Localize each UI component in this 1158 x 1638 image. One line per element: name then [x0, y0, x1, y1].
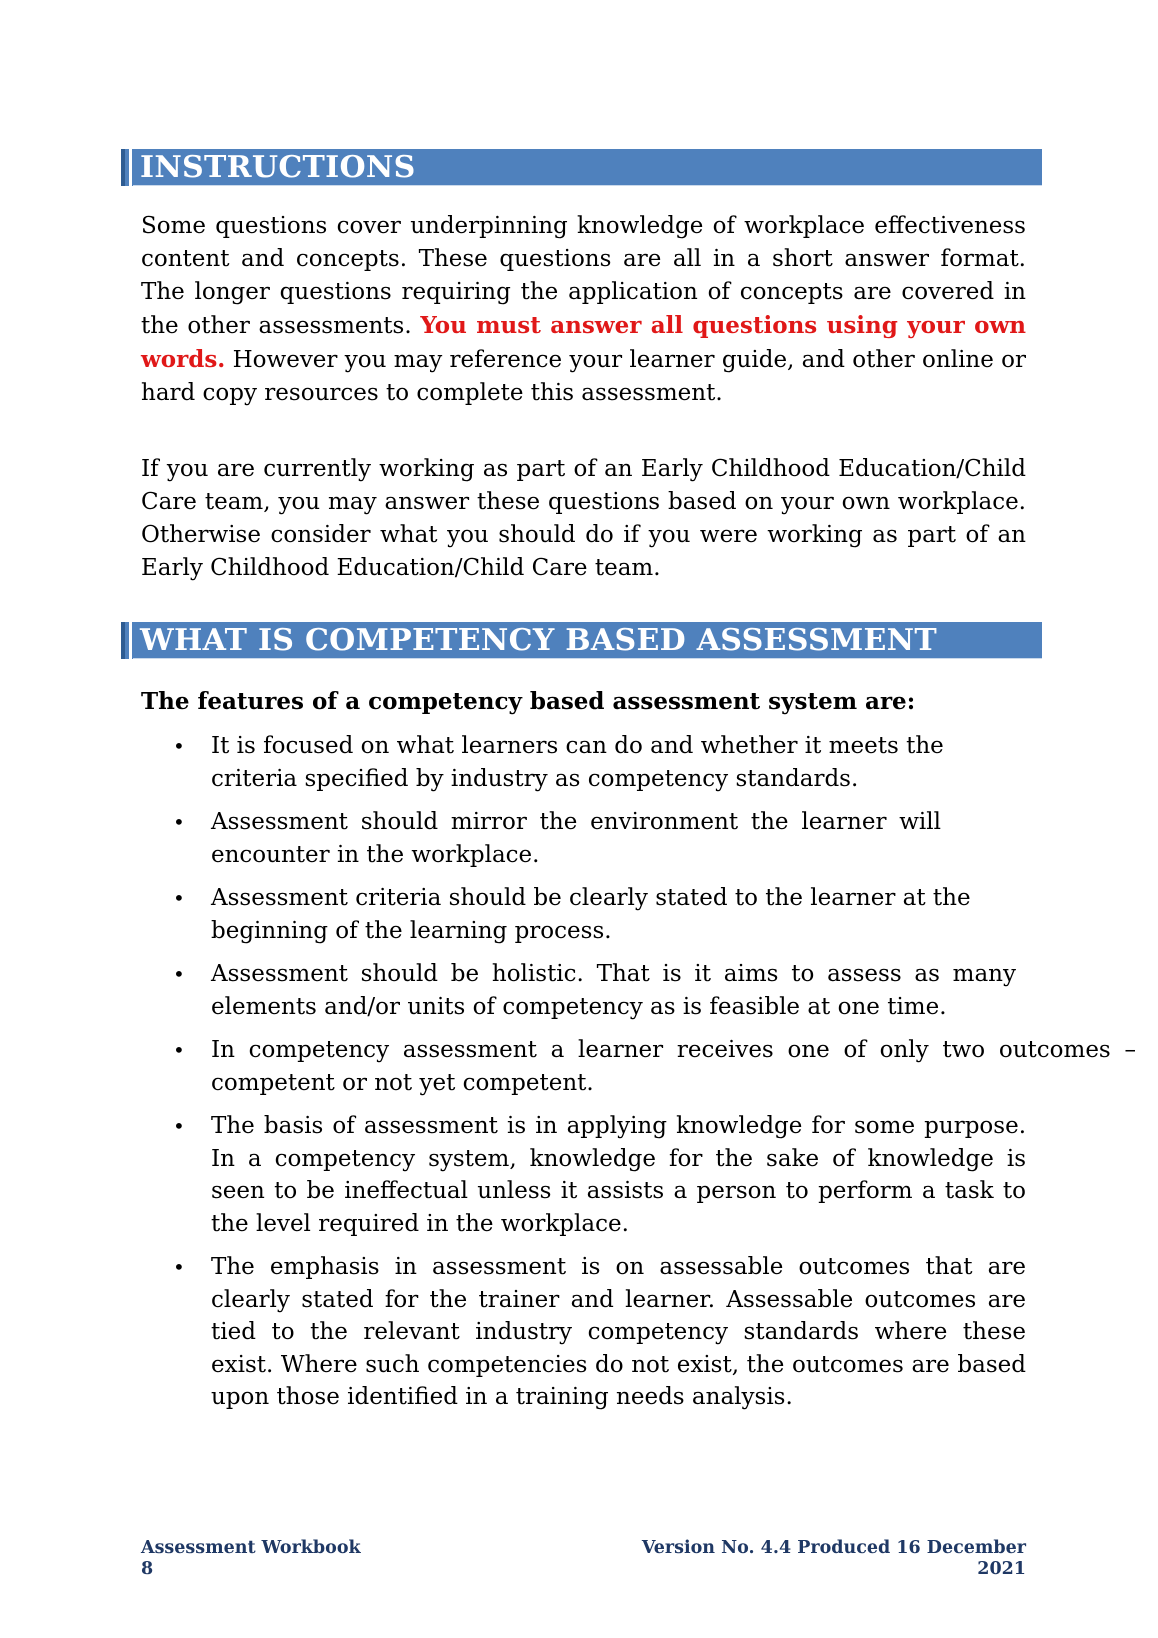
bullet-icon: •	[173, 962, 185, 986]
heading-underline	[133, 658, 1042, 659]
footer-page-number: 8	[141, 1559, 154, 1579]
footer-right	[636, 1538, 1026, 1580]
features-title: The features of a competency based assessment system are:	[141, 688, 916, 715]
footer-left	[141, 1538, 361, 1580]
bullet-icon: •	[173, 1038, 185, 1062]
bullet-text: In competency assessment a learner receives one of only two outcomes – competent or not yet competent.	[211, 1037, 1136, 1096]
bullet-text: Assessment should mirror the environment the learner will encounter in the workplace.	[211, 809, 941, 868]
cba-heading-bar	[121, 622, 1042, 659]
bullet-item-2	[173, 806, 941, 871]
instructions-heading-bar	[121, 149, 1042, 186]
bullet-icon: •	[173, 886, 185, 910]
bullet-item-5	[173, 1034, 1136, 1099]
bullet-icon: •	[173, 810, 185, 834]
bullet-icon: •	[173, 1255, 185, 1279]
instructions-paragraph-1-start: Some questions cover underpinning knowledge of workplace effectiveness content and concepts. These questions are all in a short answer format. The longer questions requiring the application of concepts are covered in the other assessments.	[141, 213, 1026, 339]
footer-workbook-title: Assessment Workbook	[141, 1538, 361, 1558]
bullet-icon: •	[173, 1114, 185, 1138]
bullet-text: It is focused on what learners can do and whether it meets the criteria specified by industry as competency standards.	[211, 733, 944, 792]
instructions-heading: INSTRUCTIONS	[140, 150, 416, 185]
bullet-item-1	[173, 730, 971, 795]
instructions-paragraph-1-end: However you may reference your learner guide, and other online or hard copy resources to complete this assessment.	[141, 347, 1027, 406]
footer-year: 2021	[977, 1559, 1026, 1579]
bullet-item-7	[173, 1251, 1026, 1414]
bullet-item-3	[173, 882, 1011, 947]
own-words-emphasis: You must answer all questions using your own words.	[141, 312, 1026, 373]
instructions-paragraph-1	[141, 210, 1026, 410]
bullet-item-4	[173, 958, 1016, 1023]
cba-heading: WHAT IS COMPETENCY BASED ASSESSMENT	[140, 623, 938, 658]
bullet-text: Assessment should be holistic. That is it aims to assess as many elements and/or units of competency as is feasible at one time.	[211, 961, 1016, 1020]
bullet-text: The basis of assessment is in applying knowledge for some purpose. In a competency system, knowledge for the sake of knowledge is seen to be ineffectual unless it assists a person to perform a task to the level required in the workplace.	[211, 1113, 1026, 1237]
footer-version: Version No. 4.4 Produced 16 December	[641, 1538, 1026, 1558]
bullet-text: The emphasis in assessment is on assessable outcomes that are clearly stated for the trainer and learner. Assessable outcomes are tied to the relevant industry competency standards where these exist. Where such competencies do not exist, the outcomes are based upon those identified in a training needs analysis.	[211, 1254, 1026, 1410]
bullet-text: Assessment criteria should be clearly stated to the learner at the beginning of the learning process.	[211, 885, 971, 944]
bullet-icon: •	[173, 734, 185, 758]
heading-underline	[133, 185, 1042, 186]
bullet-item-6	[173, 1110, 1026, 1240]
instructions-paragraph-2: If you are currently working as part of an Early Childhood Education/Child Care team, you may answer these questions based on your own workplace. Otherwise consider what you should do if you were working as part of an Early Childhood Education/Child Care team.	[141, 456, 1026, 581]
